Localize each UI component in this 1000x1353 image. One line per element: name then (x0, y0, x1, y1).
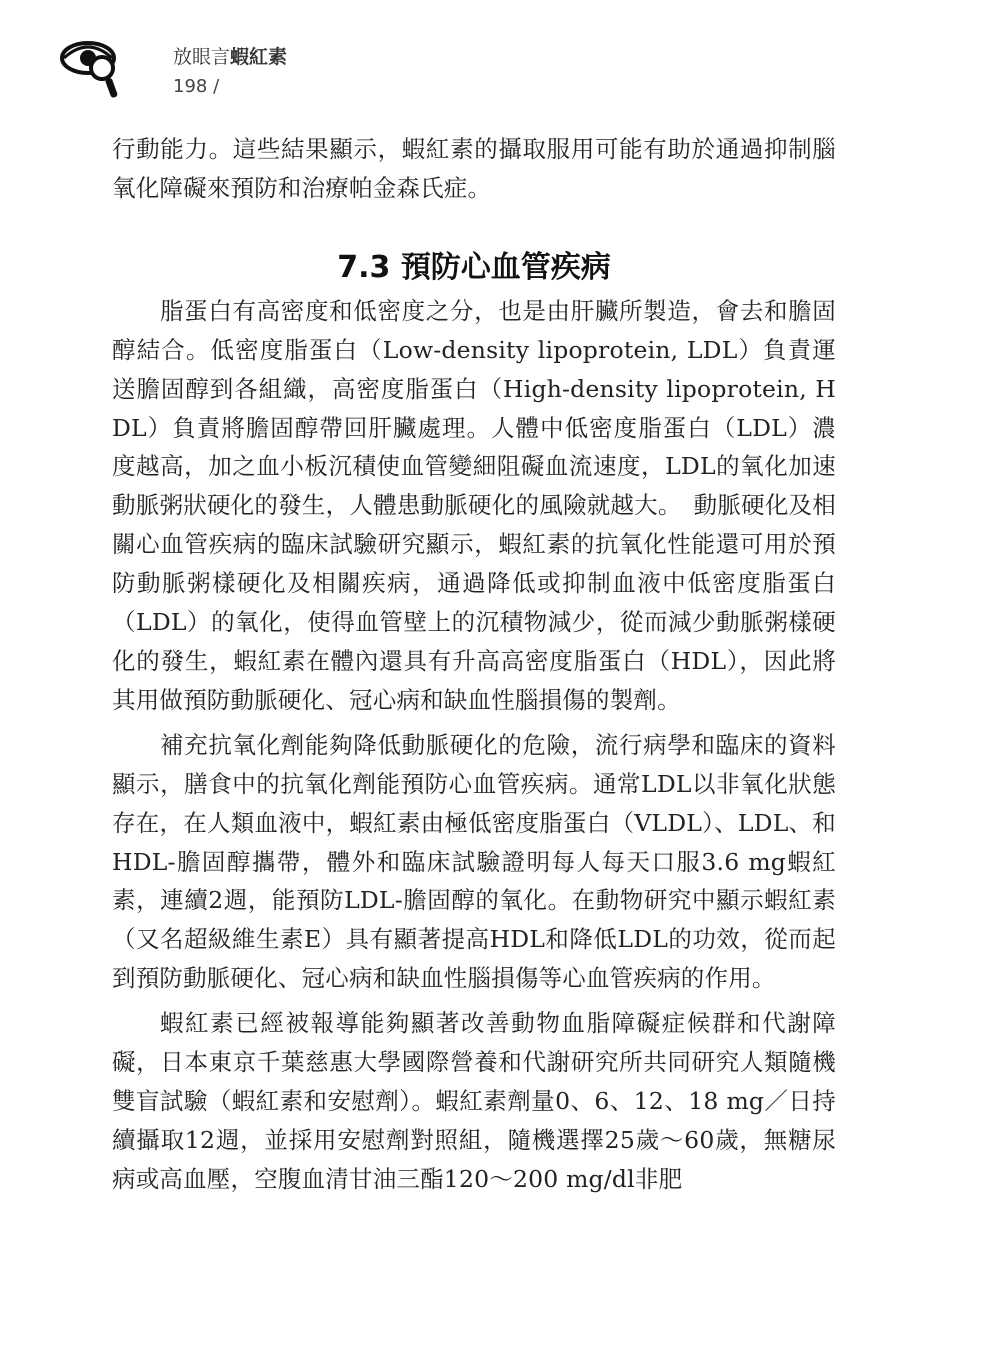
body-paragraph-3: 蝦紅素已經被報導能夠顯著改善動物血脂障礙症候群和代謝障礙，日本東京千葉慈惠大學國際營養和代謝研究所共同研究人類隨機雙盲試驗（蝦紅素和安慰劑）。蝦紅素劑量0、6、12、18 mg／日持續攝取12週，並採用安慰劑對照組，隨機選擇25歲～60歲，無糖尿病或高血壓，空腹血清甘油三酯120～200 mg/dl非肥 (112, 1009, 836, 1193)
page-header (48, 30, 448, 110)
intro-paragraph: 行動能力。這些結果顯示，蝦紅素的攝取服用可能有助於通過抑制腦氧化障礙來預防和治療帕金森氏症。 (112, 135, 836, 202)
page-number: 198 / (173, 76, 220, 97)
book-title: 放眼言蝦紅素 (173, 46, 288, 68)
magnifying-eye-logo-icon (58, 34, 130, 104)
body-paragraph-1: 脂蛋白有高密度和低密度之分，也是由肝臟所製造，會去和膽固醇結合。低密度脂蛋白（Low-density lipoprotein, LDL）負責運送膽固醇到各組織，高密度脂蛋白（High-density lipoprotein, HDL）負責將膽固醇帶回肝臟處理。人體中低密度脂蛋白（LDL）濃度越高，加之血小板沉積使血管變細阻礙血流速度，LDL的氧化加速動脈粥狀硬化的發生，人體患動脈硬化的風險就越大。 動脈硬化及相關心血管疾病的臨床試驗研究顯示，蝦紅素的抗氧化性能還可用於預防動脈粥樣硬化及相關疾病，通過降低或抑制血液中低密度脂蛋白（LDL）的氧化，使得血管壁上的沉積物減少，從而減少動脈粥樣硬化的發生，蝦紅素在體內還具有升高高密度脂蛋白（HDL），因此將其用做預防動脈硬化、冠心病和缺血性腦損傷的製劑。 (112, 296, 836, 714)
body-paragraph-2: 補充抗氧化劑能夠降低動脈硬化的危險，流行病學和臨床的資料顯示，膳食中的抗氧化劑能預防心血管疾病。通常LDL以非氧化狀態存在，在人類血液中，蝦紅素由極低密度脂蛋白（VLDL）、LDL、和HDL-膽固醇攜帶，體外和臨床試驗證明每人每天口服3.6 mg蝦紅素，連續2週，能預防LDL-膽固醇的氧化。在動物研究中顯示蝦紅素（又名超級維生素E）具有顯著提高HDL和降低LDL的功效，從而起到預防動脈硬化、冠心病和缺血性腦損傷等心血管疾病的作用。 (112, 730, 836, 993)
section-title: 7.3 預防心血管疾病 (337, 249, 611, 285)
page-body (112, 130, 836, 1199)
